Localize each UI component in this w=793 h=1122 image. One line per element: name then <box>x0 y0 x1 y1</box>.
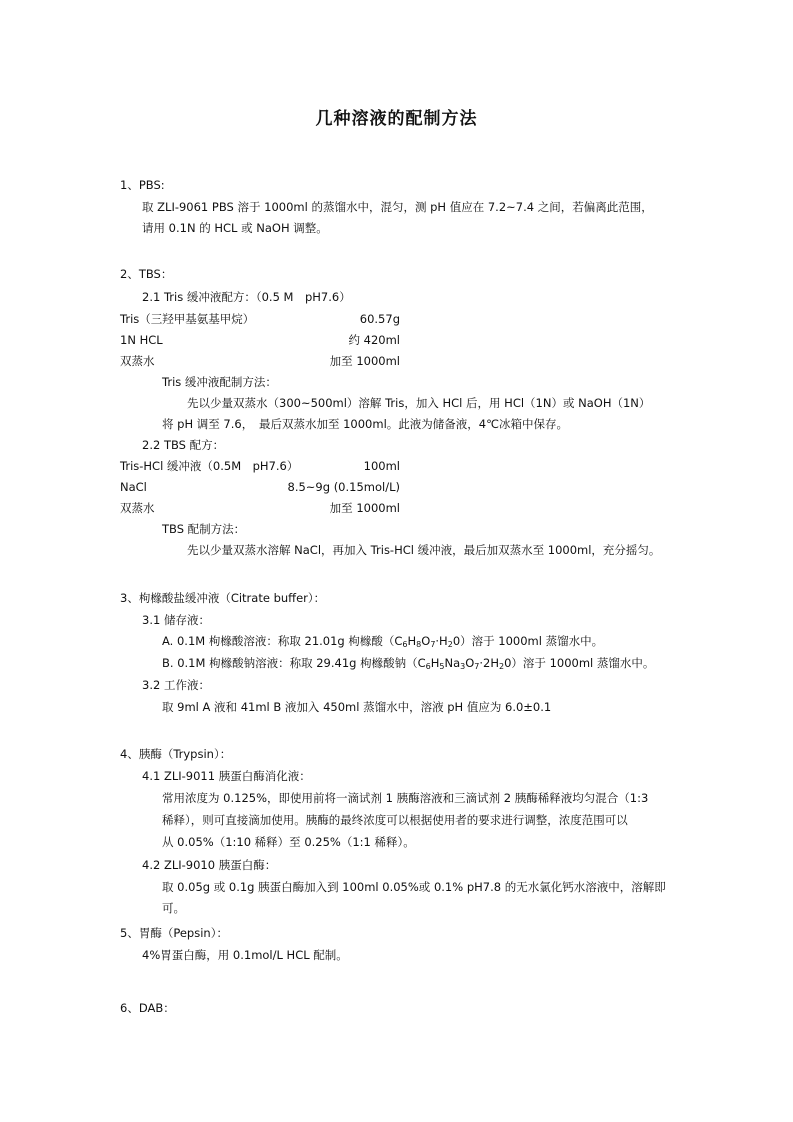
citrate-solution-b: B. 0.1M 枸橼酸钠溶液：称取 29.41g 枸橼酸钠$(C_6H_5Na_3O_7\cdot 2H_20)$溶于 1000ml 蒸馏水中。 <box>162 656 655 671</box>
pepsin-line: 4%胃蛋白酶，用 0.1mol/L HCL 配制。 <box>142 948 348 962</box>
trypsin-sub1-title: 4.1 ZLI-9011 胰蛋白酶消化液： <box>142 769 311 783</box>
recipe-ingredient: 1N HCL <box>120 333 163 347</box>
trypsin-sub2-line-1: 取 0.05g 或 0.1g 胰蛋白酶加入到 100ml 0.05%或 0.1% pH7.8 的无水氯化钙水溶液中，溶解即 <box>162 880 666 894</box>
recipe-amount: 加至 1000ml <box>329 501 400 515</box>
tbs-method-line-1: 先以少量双蒸水溶解 NaCl，再加入 Tris-HCl 缓冲液，最后加双蒸水至 1000ml，充分摇匀。 <box>187 543 661 557</box>
citrate-stock-title: 3.1 储存液： <box>142 613 210 627</box>
section-heading-dab: 6、DAB： <box>120 1001 175 1015</box>
recipe-amount: 约 420ml <box>348 333 400 347</box>
section-heading-tbs: 2、TBS： <box>120 267 173 281</box>
document-title: 几种溶液的配制方法 <box>315 109 478 129</box>
citrate-working-title: 3.2 工作液： <box>142 678 210 692</box>
section-heading-citrate: 3、枸橼酸盐缓冲液（Citrate buffer）： <box>120 591 326 605</box>
recipe-amount: 60.57g <box>359 312 400 326</box>
tris-method-line-2: 将 pH 调至 7.6， 最后双蒸水加至 1000ml。此液为储备液，4℃冰箱中保存。 <box>162 417 569 431</box>
citrate-working-line: 取 9ml A 液和 41ml B 液加入 450ml 蒸馏水中，溶液 pH 值应为 6.0±0.1 <box>162 700 552 714</box>
tbs-method-title: TBS 配制方法： <box>162 522 246 536</box>
tbs-recipe-title: 2.2 TBS 配方： <box>142 438 225 452</box>
citrate-solution-a: A. 0.1M 枸橼酸溶液：称取 21.01g 枸橼酸$(C_6H_8O_7\cdot H_20)$溶于 1000ml 蒸馏水中。 <box>162 634 604 649</box>
tris-recipe-title: 2.1 Tris 缓冲液配方：（0.5 M pH7.6） <box>142 290 351 304</box>
recipe-ingredient: 双蒸水 <box>120 501 155 515</box>
tris-method-title: Tris 缓冲液配制方法： <box>162 375 277 389</box>
tris-method-line-1: 先以少量双蒸水（300~500ml）溶解 Tris，加入 HCl 后，用 HCl（1N）或 NaOH（1N） <box>187 396 651 410</box>
recipe-amount: 加至 1000ml <box>329 354 400 368</box>
trypsin-sub2-line-2: 可。 <box>162 901 185 915</box>
trypsin-sub1-line-2: 稀释），则可直接滴加使用。胰酶的最终浓度可以根据使用者的要求进行调整，浓度范围可以 <box>162 813 628 827</box>
trypsin-sub1-line-1: 常用浓度为 0.125%，即使用前将一滴试剂 1 胰酶溶液和三滴试剂 2 胰酶稀释液均匀混合（1:3 <box>162 791 649 805</box>
section-heading-pepsin: 5、胃酶（Pepsin）： <box>120 926 228 940</box>
recipe-ingredient: NaCl <box>120 480 147 494</box>
section-heading-pbs: 1、PBS: <box>120 178 165 192</box>
recipe-amount: 8.5~9g (0.15mol/L) <box>287 480 400 494</box>
recipe-amount: 100ml <box>363 459 400 473</box>
trypsin-sub1-line-3: 从 0.05%（1:10 稀释）至 0.25%（1:1 稀释）。 <box>162 835 415 849</box>
pbs-line-2: 请用 0.1N 的 HCL 或 NaOH 调整。 <box>142 221 328 235</box>
recipe-ingredient: Tris-HCl 缓冲液（0.5M pH7.6） <box>120 459 299 473</box>
recipe-ingredient: 双蒸水 <box>120 354 155 368</box>
recipe-ingredient: Tris（三羟甲基氨基甲烷） <box>120 312 255 326</box>
pbs-line-1: 取 ZLI-9061 PBS 溶于 1000ml 的蒸馏水中，混匀，测 pH 值应在 7.2~7.4 之间，若偏离此范围， <box>142 200 653 214</box>
section-heading-trypsin: 4、胰酶（Trypsin）： <box>120 747 232 761</box>
trypsin-sub2-title: 4.2 ZLI-9010 胰蛋白酶： <box>142 858 277 872</box>
